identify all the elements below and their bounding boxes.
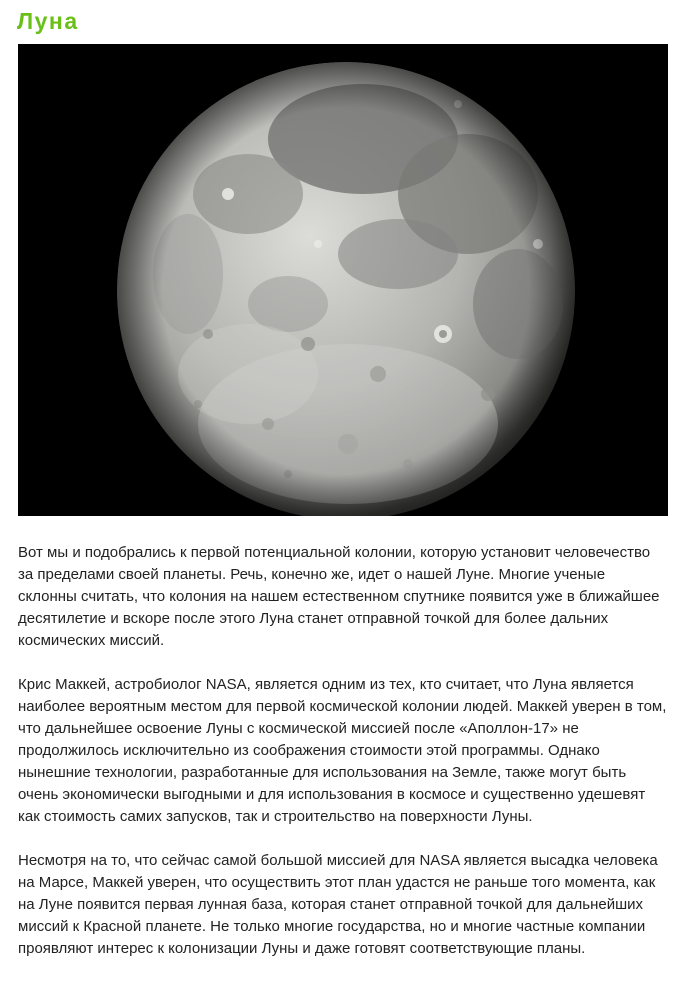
- moon-disc: [117, 62, 575, 516]
- article-title: Луна: [17, 8, 79, 34]
- paragraph: Несмотря на то, что сейчас самой большой миссией для NASA является высадка человека на Марсе, Маккей уверен, что осуществить этот план удастся не раньше того момента, как на Луне появится первая лунная база, которая станет отправной точкой для дальнейших миссий к Красной планете. Не только многие государства, но и многие частные компании проявляют интерес к колонизации Луны и даже готовят соответствующие планы.: [18, 852, 658, 957]
- moon-photo: [18, 44, 668, 516]
- moon-illustration: [18, 44, 668, 516]
- article-body: [18, 542, 668, 982]
- paragraph: Крис Маккей, астробиолог NASA, является одним из тех, кто считает, что Луна является наиболее вероятным местом для первой космической колонии людей. Маккей уверен в том, что дальнейшее освоение Луны с космической миссией после «Аполлон-17» не продолжилось исключительно из соображения стоимости этой программы. Однако нынешние технологии, разработанные для использования на Земле, также могут быть очень экономически выгодными и для использования в космосе и существенно удешевят как стоимость самих запусков, так и строительство на поверхности Луны.: [18, 676, 667, 825]
- paragraph: Вот мы и подобрались к первой потенциальной колонии, которую установит человечество за пределами своей планеты. Речь, конечно же, идет о нашей Луне. Многие ученые склонны считать, что колония на нашем естественном спутнике появится уже в ближайшее десятилетие и вскоре после этого Луна станет отправной точкой для более дальних космических миссий.: [18, 544, 660, 649]
